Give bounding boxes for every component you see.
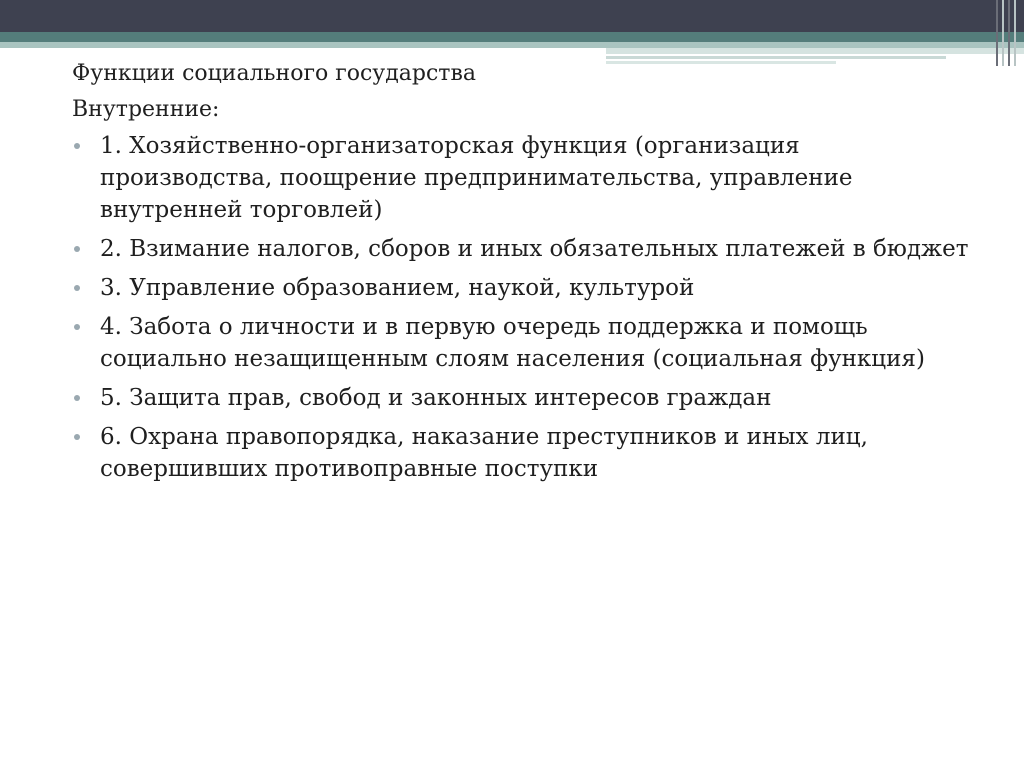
list-item xyxy=(72,421,972,485)
list-item-text: 6. Охрана правопорядка, наказание преступников и иных лиц, совершивших противоправные поступки xyxy=(100,424,868,482)
header-vertical-line xyxy=(1002,0,1004,66)
list-item-text: 4. Забота о личности и в первую очередь поддержка и помощь социально незащищенным слоям населения (социальная функция) xyxy=(100,314,925,372)
slide-subtitle: Внутренние: xyxy=(72,97,220,122)
bullet-icon xyxy=(74,395,80,401)
header-vertical-line xyxy=(1014,0,1016,66)
header-band-dark xyxy=(0,0,1024,32)
header-vertical-line xyxy=(996,0,998,66)
bullet-icon xyxy=(74,143,80,149)
bullet-icon xyxy=(74,285,80,291)
header-band-teal xyxy=(0,32,1024,42)
header-vertical-line xyxy=(1008,0,1010,66)
function-list xyxy=(72,130,972,485)
list-item xyxy=(72,382,972,414)
bullet-icon xyxy=(74,246,80,252)
list-item-text: 3. Управление образованием, наукой, культурой xyxy=(100,275,695,301)
header-strip xyxy=(606,48,1024,54)
bullet-icon xyxy=(74,324,80,330)
slide-content xyxy=(72,58,972,492)
list-item xyxy=(72,233,972,265)
list-item-text: 5. Защита прав, свобод и законных интересов граждан xyxy=(100,385,772,411)
slide-title: Функции социального государства xyxy=(72,61,476,86)
list-item xyxy=(72,130,972,226)
list-item-text: 2. Взимание налогов, сборов и иных обязательных платежей в бюджет xyxy=(100,236,969,262)
bullet-icon xyxy=(74,434,80,440)
list-item xyxy=(72,272,972,304)
list-item xyxy=(72,311,972,375)
list-item-text: 1. Хозяйственно-организаторская функция (организация производства, поощрение предпринимательства, управление внутренней торговлей) xyxy=(100,133,853,223)
